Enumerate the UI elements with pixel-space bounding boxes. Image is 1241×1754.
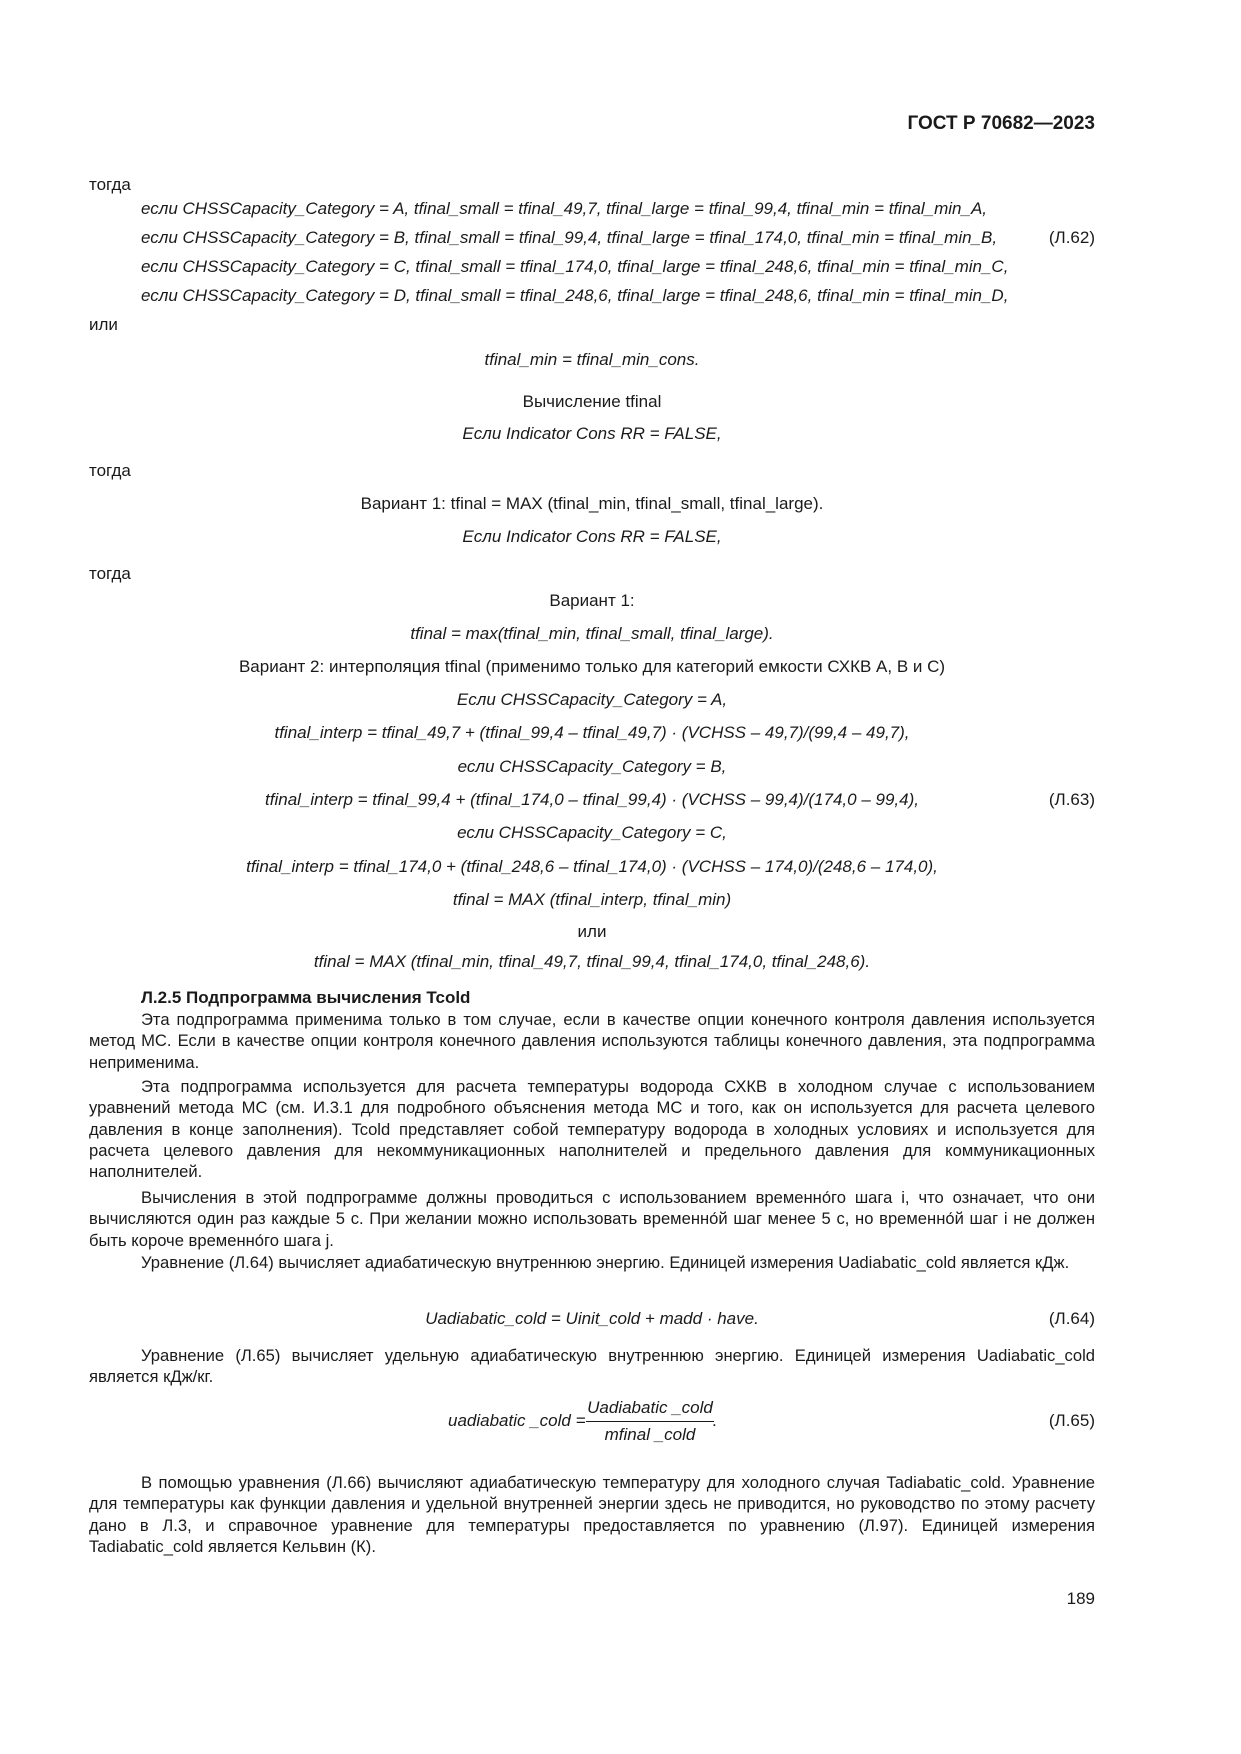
- condition-line: Если CHSSCapacity_Category = A,: [456, 690, 728, 709]
- formula-line: если CHSSCapacity_Category = C, tfinal_small = tfinal_174,0, tfinal_large = tfinal_248,6, tfinal_min = tfinal_min_C,: [141, 257, 1009, 276]
- paragraph: Уравнение (Л.65) вычисляет удельную адиабатическую внутреннюю энергию. Единицей измерения Uadiabatic_cold является кДж/кг.: [89, 1346, 1095, 1387]
- fraction-lhs: uadiabatic _cold =: [448, 1411, 586, 1430]
- togda-label: тогда: [89, 175, 131, 194]
- condition-line: Если Indicator Cons RR = FALSE,: [462, 527, 722, 546]
- fraction-period: .: [712, 1411, 717, 1430]
- formula-line: tfinal = max(tfinal_min, tfinal_small, tfinal_large).: [410, 624, 774, 643]
- formula-line: tfinal_min = tfinal_min_cons.: [484, 350, 700, 369]
- variant-label: Вариант 2: интерполяция tfinal (применимо только для категорий емкости СХКВ A, B и C): [238, 657, 946, 676]
- togda-label: тогда: [89, 461, 131, 480]
- formula-line: tfinal = MAX (tfinal_interp, tfinal_min): [452, 890, 732, 909]
- fraction-denominator: mfinal _cold: [604, 1425, 696, 1444]
- paragraph: Вычисления в этой подпрограмме должны проводиться с использованием временно́го шага i, что означает, что они вычисляются один раз каждые 5 с. При желании можно использовать временно́й шаг менее 5 с, но временно́й шаг i не должен быть короче временно́го шага j.: [89, 1188, 1095, 1250]
- formula-line: tfinal_interp = tfinal_49,7 + (tfinal_99,4 – tfinal_49,7) · (VCHSS – 49,7)/(99,4 – 49,7),: [274, 723, 910, 742]
- paragraph: Уравнение (Л.64) вычисляет адиабатическую внутреннюю энергию. Единицей измерения Uadiabatic_cold является кДж.: [141, 1253, 1070, 1272]
- condition-line: если CHSSCapacity_Category = B,: [457, 757, 727, 776]
- ili-label: или: [577, 922, 607, 941]
- paragraph: Эта подпрограмма используется для расчета температуры водорода СХКВ в холодном случае с использованием уравнений метода МС (см. И.3.1 для подробного объяснения метода МС и того, как он используется для расчета целевого давления в конце заполнения). Tcold представляет собой температуру водорода в холодных условиях и используется для расчета целевого давления для некоммуникационных наполнителей и предельного давления для коммуникационных наполнителей.: [89, 1077, 1095, 1182]
- paragraph: В помощью уравнения (Л.66) вычисляют адиабатическую температуру для холодного случая Tadiabatic_cold. Уравнение для температуры как функции давления и удельной внутренней энергии здесь не приводится, но руководство по этому расчету дано в Л.3, и справочное уравнение для температуры предоставляется по уравнению (Л.97). Единицей измерения Tadiabatic_cold является Кельвин (К).: [89, 1473, 1095, 1556]
- formula-line: если CHSSCapacity_Category = D, tfinal_small = tfinal_248,6, tfinal_large = tfinal_248,6, tfinal_min = tfinal_min_D,: [141, 286, 1009, 305]
- formula-line: если CHSSCapacity_Category = B, tfinal_small = tfinal_99,4, tfinal_large = tfinal_174,0, tfinal_min = tfinal_min_B,: [141, 228, 998, 247]
- fraction-numerator: Uadiabatic _cold: [587, 1398, 713, 1417]
- formula-line: tfinal_interp = tfinal_99,4 + (tfinal_174,0 – tfinal_99,4) · (VCHSS – 99,4)/(174,0 – 99,4),: [265, 790, 919, 809]
- formula-line: если CHSSCapacity_Category = A, tfinal_small = tfinal_49,7, tfinal_large = tfinal_99,4, tfinal_min = tfinal_min_A,: [141, 199, 988, 218]
- condition-line: Если Indicator Cons RR = FALSE,: [462, 424, 722, 443]
- formula-line: Вариант 1: tfinal = MAX (tfinal_min, tfinal_small, tfinal_large).: [360, 494, 824, 513]
- equation-number: (Л.64): [1048, 1309, 1095, 1328]
- equation-number: (Л.62): [1048, 228, 1095, 247]
- variant-label: Вариант 1:: [549, 591, 635, 610]
- calc-title: Вычисление tfinal: [522, 392, 662, 411]
- condition-line: если CHSSCapacity_Category = C,: [457, 823, 727, 842]
- page-number: 189: [1066, 1589, 1095, 1608]
- formula-line: tfinal_interp = tfinal_174,0 + (tfinal_248,6 – tfinal_174,0) · (VCHSS – 174,0)/(248,6 – 174,0),: [246, 857, 938, 876]
- formula-line: tfinal = MAX (tfinal_min, tfinal_49,7, tfinal_99,4, tfinal_174,0, tfinal_248,6).: [313, 952, 871, 971]
- section-heading: Л.2.5 Подпрограмма вычисления Tcold: [141, 988, 471, 1007]
- togda-label: тогда: [89, 564, 131, 583]
- equation-number: (Л.65): [1048, 1411, 1095, 1430]
- ili-label: или: [89, 315, 118, 334]
- formula-line: Uadiabatic_cold = Uinit_cold + madd · have.: [425, 1309, 759, 1328]
- fraction-bar: [586, 1421, 714, 1422]
- document-header: ГОСТ Р 70682—2023: [907, 113, 1095, 134]
- equation-number: (Л.63): [1048, 790, 1095, 809]
- paragraph: Эта подпрограмма применима только в том случае, если в качестве опции конечного контроля давления используется метод МС. Если в качестве опции контроля конечного давления используются таблицы конечного давления, эта подпрограмма неприменима.: [89, 1010, 1095, 1072]
